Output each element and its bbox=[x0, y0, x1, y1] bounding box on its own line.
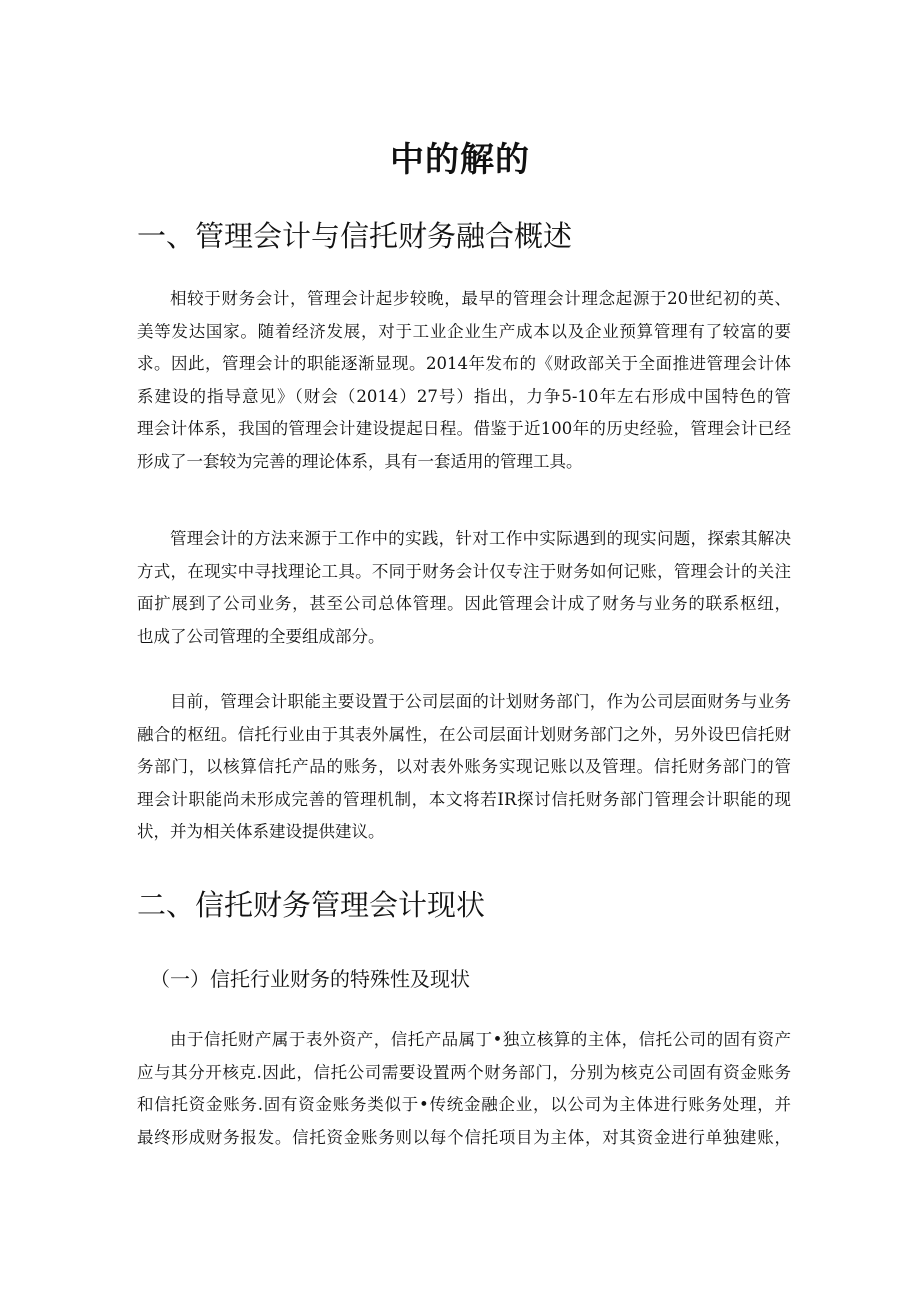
paragraph-line: 状，并为相关体系建设提供建议。 bbox=[137, 822, 385, 841]
paragraph-line: 系建设的指导意见》（财会（2014）27号）指出，力争5-10年左右形成中国特色的管 bbox=[137, 386, 791, 406]
section-1-paragraph-2 bbox=[137, 523, 791, 653]
section-1-paragraph-1 bbox=[137, 283, 791, 478]
paragraph-line: 方式，在现实中寻找理论工具。不同于财务会计仅专注于财务如何记账，管理会计的关注 bbox=[137, 561, 791, 581]
paragraph-line: 理会计体系，我国的管理会计建设提起日程。借鉴于近100年的历史经验，管理会计已经 bbox=[137, 419, 791, 438]
paragraph-line: 和信托资金账务.固有资金账务类似于•传统金融企业，以公司为主体进行账务处理，并 bbox=[137, 1095, 791, 1114]
paragraph-line: 由于信托财产属于表外资产，信托产品属丁•独立核算的主体，信托公司的固有资产 bbox=[170, 1030, 791, 1049]
section-1-heading: 一、管理会计与信托财务融合概述 bbox=[137, 219, 573, 253]
paragraph-line: 应与其分开核克.因此，信托公司需要设置两个财务部门，分别为核克公司固有资金账务 bbox=[137, 1062, 791, 1082]
paragraph-line: 最终形成财务报发。信托资金账务则以每个信托项目为主体，对其资金进行单独建账， bbox=[137, 1127, 791, 1147]
section-2-paragraph-1 bbox=[137, 1024, 791, 1154]
paragraph-line: 理会计职能尚未形成完善的管理机制，本文将若IR探讨信托财务部门管理会计职能的现 bbox=[137, 789, 791, 809]
paragraph-line: 相较于财务会计，管理会计起步较晚，最早的管理会计理念起源于20世纪初的英、 bbox=[170, 289, 791, 308]
section-2-heading: 二、信托财务管理会计现状 bbox=[137, 888, 486, 922]
paragraph-line: 美等发达国家。随着经济发展，对于工业企业生产成本以及企业预算管理有了较富的要 bbox=[137, 321, 791, 341]
paragraph-line: 管理会计的方法来源于工作中的实践，针对工作中实际遇到的现实问题，探索其解决 bbox=[170, 529, 791, 548]
paragraph-line: 务部门，以核算信托产品的账务，以对表外账务实现记账以及管理。信托财务部门的管 bbox=[137, 757, 791, 776]
document-title: 中的解的 bbox=[390, 140, 530, 180]
section-1-paragraph-3 bbox=[137, 686, 791, 849]
paragraph-line: 面扩展到了公司业务，甚至公司总体管理。因此管理会计成了财务与业务的联系枢纽， bbox=[137, 594, 791, 613]
paragraph-line: 形成了一套较为完善的理论体系，具有一套适用的管理工具。 bbox=[137, 451, 583, 471]
paragraph-line: 目前，管理会计职能主要设置于公司层面的计划财务部门，作为公司层面财务与业务 bbox=[170, 692, 791, 711]
paragraph-line: 求。因此，管理会计的职能逐渐显现。2014年发布的《财政部关于全面推进管理会计体 bbox=[137, 354, 791, 373]
paragraph-line: 也成了公司管理的全要组成部分。 bbox=[137, 626, 385, 646]
paragraph-line: 融合的枢纽。信托行业由于其表外属性，在公司层面计划财务部门之外，另外设巴信托财 bbox=[137, 724, 791, 744]
section-2-subheading: （一）信托行业财务的特殊性及现状 bbox=[150, 967, 470, 991]
